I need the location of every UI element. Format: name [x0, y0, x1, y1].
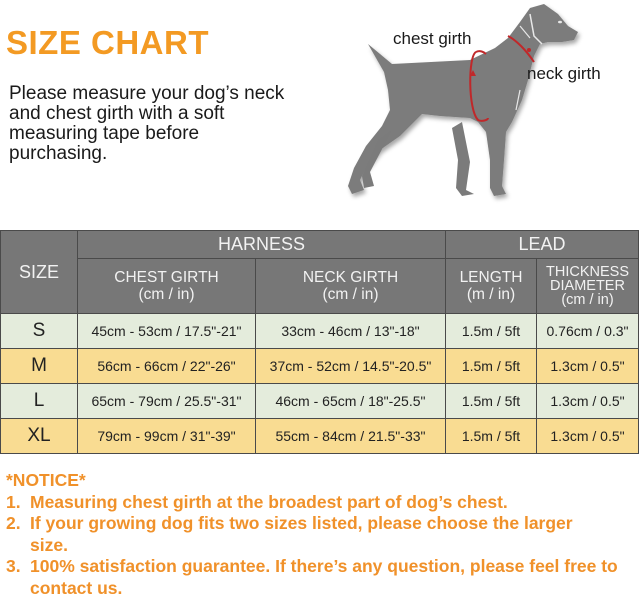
neck-girth-label: neck girth	[527, 64, 601, 83]
length-cell: 1.5m / 5ft	[446, 314, 537, 349]
neck-cell: 37cm - 52cm / 14.5"-20.5"	[256, 349, 446, 384]
length-cell: 1.5m / 5ft	[446, 349, 537, 384]
chest-cell: 56cm - 66cm / 22"-26"	[78, 349, 256, 384]
neck-cell: 46cm - 65cm / 18"-25.5"	[256, 384, 446, 419]
column-unit: (m / in)	[466, 286, 516, 303]
notice-section	[6, 470, 640, 599]
thickness-column-header	[537, 259, 639, 314]
chest-girth-column-header	[78, 259, 256, 314]
notice-text: Measuring chest girth at the broadest part of dog’s chest.	[30, 491, 508, 512]
notice-item	[6, 556, 640, 599]
table-row	[1, 419, 639, 454]
size-chart-table	[0, 230, 639, 454]
notice-text: 100% satisfaction guarantee. If there’s any question, please feel free to contact us.	[30, 556, 618, 598]
neck-girth-column-header	[256, 259, 446, 314]
length-cell: 1.5m / 5ft	[446, 419, 537, 454]
column-title: CHEST GIRTH	[114, 269, 219, 286]
neck-cell: 33cm - 46cm / 13"-18"	[256, 314, 446, 349]
size-cell: XL	[1, 419, 78, 454]
size-cell: M	[1, 349, 78, 384]
column-unit: (cm / in)	[322, 286, 379, 303]
intro-text: Please measure your dog’s neck and chest girth with a soft measuring tape before purchasing.	[9, 83, 285, 164]
column-title: NECK GIRTH	[302, 269, 399, 286]
neck-cell: 55cm - 84cm / 21.5"-33"	[256, 419, 446, 454]
harness-group-header: HARNESS	[78, 231, 446, 259]
chest-cell: 65cm - 79cm / 25.5"-31"	[78, 384, 256, 419]
size-column-header: SIZE	[1, 231, 78, 314]
column-unit: (cm / in)	[561, 292, 614, 308]
column-title: THICKNESS DIAMETER	[546, 264, 629, 294]
thickness-cell: 1.3cm / 0.5"	[537, 419, 639, 454]
notice-number: 1.	[6, 491, 21, 512]
chest-cell: 79cm - 99cm / 31"-39"	[78, 419, 256, 454]
notice-number: 3.	[6, 556, 21, 576]
column-title: LENGTH	[459, 269, 523, 286]
notice-item	[6, 513, 640, 556]
dog-measurement-diagram	[330, 0, 640, 210]
lead-group-header: LEAD	[446, 231, 639, 259]
thickness-cell: 1.3cm / 0.5"	[537, 349, 639, 384]
table-row	[1, 314, 639, 349]
notice-title: *NOTICE*	[6, 470, 86, 490]
page-title: SIZE CHART	[6, 24, 209, 61]
length-cell: 1.5m / 5ft	[446, 384, 537, 419]
notice-number: 2.	[6, 513, 21, 533]
notice-text: If your growing dog fits two sizes listed, please choose the larger size.	[30, 513, 573, 555]
length-column-header	[446, 259, 537, 314]
table-row	[1, 349, 639, 384]
thickness-cell: 0.76cm / 0.3"	[537, 314, 639, 349]
size-cell: S	[1, 314, 78, 349]
dog-silhouette-icon	[330, 0, 640, 210]
table-row	[1, 384, 639, 419]
notice-item	[6, 492, 640, 514]
chest-girth-label: chest girth	[393, 29, 472, 48]
size-cell: L	[1, 384, 78, 419]
column-unit: (cm / in)	[138, 286, 195, 303]
chest-cell: 45cm - 53cm / 17.5"-21"	[78, 314, 256, 349]
thickness-cell: 1.3cm / 0.5"	[537, 384, 639, 419]
